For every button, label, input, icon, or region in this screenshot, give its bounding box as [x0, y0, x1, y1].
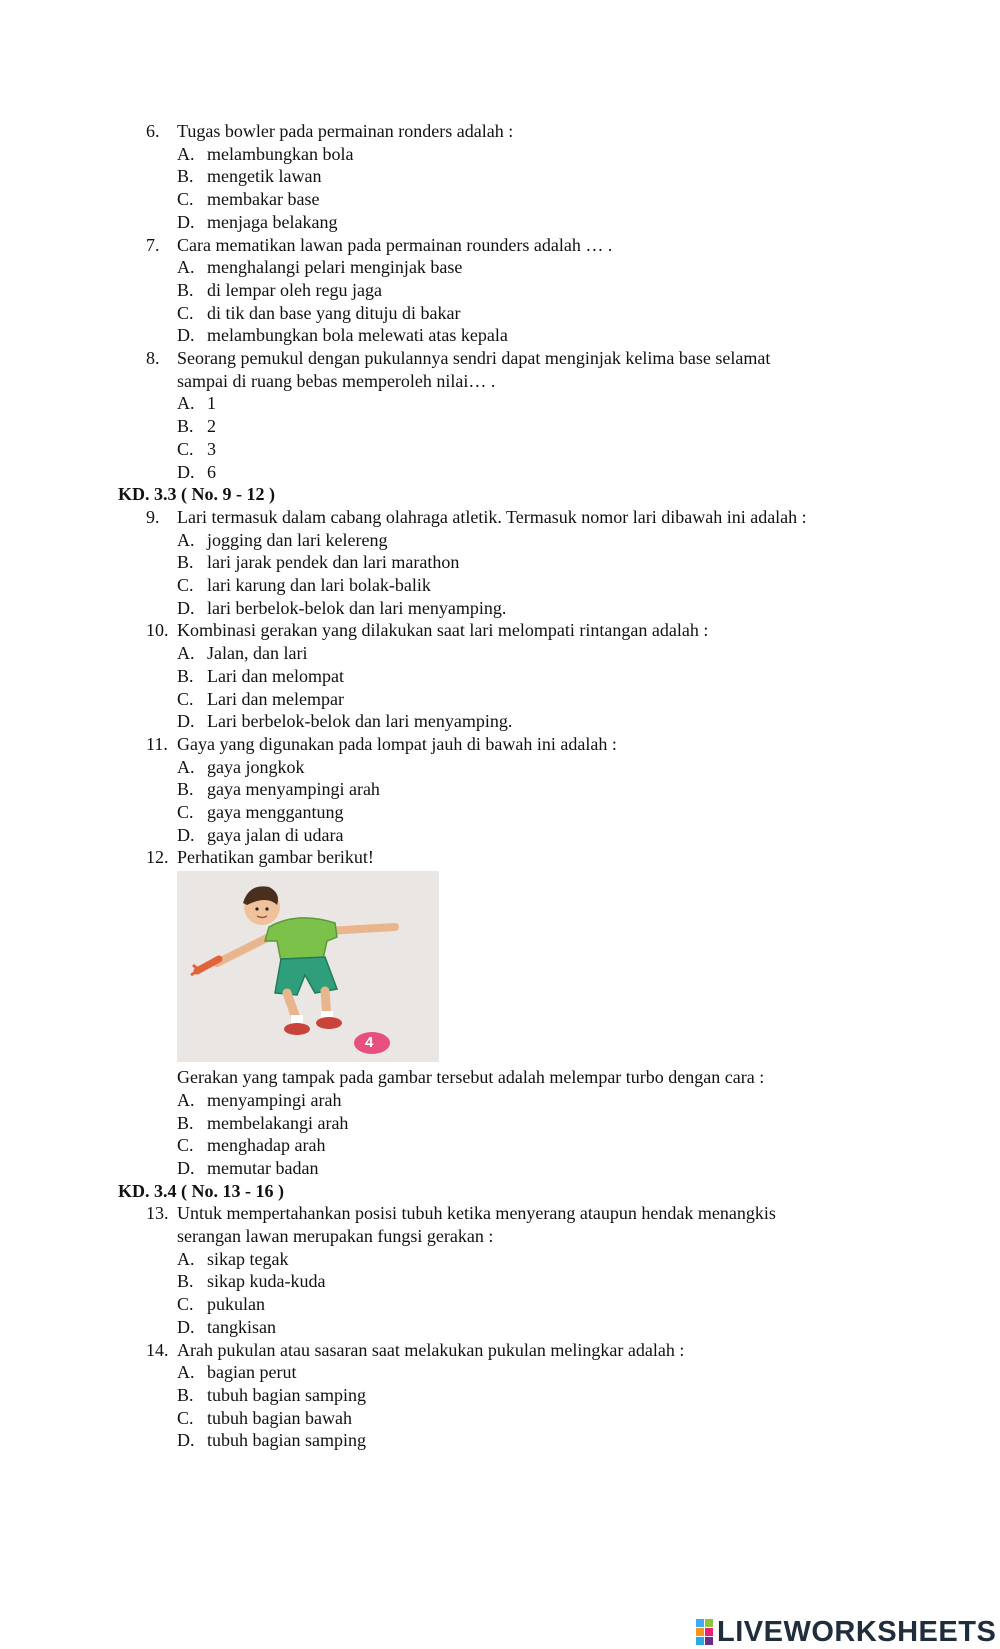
- option-letter: D.: [177, 1316, 195, 1337]
- option-text: pukulan: [207, 1294, 265, 1315]
- answer-option: [0, 1134, 1000, 1156]
- option-text: bagian perut: [207, 1362, 297, 1383]
- liveworksheets-logo: [696, 1617, 996, 1647]
- option-letter: A.: [177, 257, 195, 278]
- question-text: Perhatikan gambar berikut!: [177, 847, 374, 868]
- option-text: melambungkan bola: [207, 143, 354, 164]
- answer-option: [0, 1112, 1000, 1134]
- option-text: membelakangi arah: [207, 1112, 349, 1133]
- option-letter: D.: [177, 711, 195, 732]
- answer-option: [0, 1089, 1000, 1111]
- option-text: lari berbelok-belok dan lari menyamping.: [207, 597, 507, 618]
- answer-option: [0, 710, 1000, 732]
- option-letter: C.: [177, 189, 194, 210]
- option-letter: A.: [177, 1248, 195, 1269]
- logo-mark-icon: [696, 1619, 713, 1645]
- question-number: 7.: [146, 234, 160, 255]
- answer-option: [0, 665, 1000, 687]
- question-text: Kombinasi gerakan yang dilakukan saat lari melompati rintangan adalah :: [177, 620, 709, 641]
- option-letter: D.: [177, 461, 195, 482]
- question-text: Seorang pemukul dengan pukulannya sendri dapat menginjak kelima base selamat: [177, 348, 771, 368]
- figure-badge-number: 4: [365, 1034, 374, 1052]
- answer-option: [0, 211, 1000, 233]
- option-letter: A.: [177, 529, 195, 550]
- answer-option: [0, 279, 1000, 301]
- question-line: [0, 1202, 1000, 1224]
- answer-option: [0, 415, 1000, 437]
- option-text: lari karung dan lari bolak-balik: [207, 575, 431, 595]
- option-letter: C.: [177, 1135, 194, 1156]
- answer-option: [0, 1293, 1000, 1315]
- answer-option: [0, 551, 1000, 573]
- answer-option: [0, 1429, 1000, 1451]
- option-text: 1: [207, 393, 216, 414]
- question-number: 12.: [146, 847, 169, 868]
- option-text: di tik dan base yang dituju di bakar: [207, 302, 461, 323]
- option-letter: B.: [177, 779, 194, 800]
- question-number: 10.: [146, 620, 169, 641]
- option-text: Lari dan melompat: [207, 665, 344, 686]
- answer-option: [0, 1270, 1000, 1292]
- option-letter: A.: [177, 1362, 195, 1383]
- option-text: gaya jongkok: [207, 756, 305, 777]
- answer-option: [0, 824, 1000, 846]
- question-line: [0, 846, 1000, 868]
- option-text: Lari berbelok-belok dan lari menyamping.: [207, 711, 513, 732]
- option-text: menghalangi pelari menginjak base: [207, 257, 463, 278]
- option-letter: B.: [177, 552, 194, 573]
- answer-option: [0, 438, 1000, 460]
- answer-option: [0, 324, 1000, 346]
- option-letter: C.: [177, 302, 194, 323]
- question-text: sampai di ruang bebas memperoleh nilai… .: [177, 370, 496, 391]
- option-text: tangkisan: [207, 1316, 276, 1337]
- answer-option: [0, 1407, 1000, 1429]
- question-line: [0, 619, 1000, 641]
- question-number: 8.: [146, 348, 160, 368]
- section-heading-line: [0, 483, 1000, 505]
- option-text: tubuh bagian samping: [207, 1430, 366, 1451]
- option-letter: C.: [177, 1294, 194, 1315]
- option-letter: C.: [177, 1407, 194, 1428]
- option-letter: B.: [177, 279, 194, 300]
- option-letter: A.: [177, 143, 195, 164]
- question-line: [0, 1225, 1000, 1247]
- option-letter: B.: [177, 1271, 194, 1292]
- boy-throwing-turbo-illustration: [177, 871, 439, 1062]
- question-text: Tugas bowler pada permainan ronders adalah :: [177, 121, 514, 141]
- question-line: [0, 506, 1000, 528]
- option-letter: B.: [177, 665, 194, 686]
- option-text: sikap tegak: [207, 1248, 289, 1269]
- option-text: memutar badan: [207, 1157, 319, 1178]
- answer-option: [0, 256, 1000, 278]
- option-letter: B.: [177, 166, 194, 187]
- answer-option: [0, 756, 1000, 778]
- question-text: Arah pukulan atau sasaran saat melakukan pukulan melingkar adalah :: [177, 1339, 685, 1360]
- question-number: 11.: [146, 733, 168, 754]
- option-text: gaya jalan di udara: [207, 824, 344, 845]
- question-line: [0, 347, 1000, 369]
- answer-option: [0, 778, 1000, 800]
- question-text: Untuk mempertahankan posisi tubuh ketika menyerang ataupun hendak menangkis: [177, 1203, 776, 1224]
- option-letter: B.: [177, 416, 194, 437]
- logo-text: LIVEWORKSHEETS: [717, 1615, 997, 1648]
- option-letter: B.: [177, 1384, 194, 1405]
- answer-option: [0, 302, 1000, 324]
- question-line: [0, 1066, 1000, 1088]
- option-text: menyampingi arah: [207, 1089, 342, 1110]
- section-heading: KD. 3.4 ( No. 13 - 16 ): [118, 1180, 284, 1201]
- option-text: membakar base: [207, 189, 320, 210]
- option-text: 3: [207, 438, 216, 459]
- option-text: di lempar oleh regu jaga: [207, 279, 382, 300]
- answer-option: [0, 1316, 1000, 1338]
- option-letter: A.: [177, 643, 195, 664]
- answer-option: [0, 392, 1000, 414]
- option-text: melambungkan bola melewati atas kepala: [207, 325, 508, 346]
- question-number: 6.: [146, 121, 160, 141]
- question-text: Cara mematikan lawan pada permainan rounders adalah … .: [177, 234, 613, 255]
- option-text: jogging dan lari kelereng: [207, 529, 388, 550]
- answer-option: [0, 801, 1000, 823]
- question-text: Lari termasuk dalam cabang olahraga atletik. Termasuk nomor lari dibawah ini adalah :: [177, 506, 807, 527]
- option-letter: A.: [177, 1089, 195, 1110]
- section-heading: KD. 3.3 ( No. 9 - 12 ): [118, 484, 275, 505]
- question-number: 13.: [146, 1203, 169, 1224]
- answer-option: [0, 597, 1000, 619]
- answer-option: [0, 642, 1000, 664]
- answer-option: [0, 688, 1000, 710]
- answer-option: [0, 1384, 1000, 1406]
- option-text: tubuh bagian samping: [207, 1384, 366, 1405]
- option-letter: D.: [177, 597, 195, 618]
- option-letter: D.: [177, 325, 195, 346]
- question-number: 14.: [146, 1339, 169, 1360]
- option-text: lari jarak pendek dan lari marathon: [207, 552, 460, 573]
- section-heading-line: [0, 1180, 1000, 1202]
- option-letter: D.: [177, 211, 195, 232]
- option-text: gaya menyampingi arah: [207, 779, 380, 800]
- option-letter: D.: [177, 1157, 195, 1178]
- option-letter: B.: [177, 1112, 194, 1133]
- question-line: [0, 733, 1000, 755]
- option-text: 6: [207, 461, 216, 482]
- question-figure-image: [177, 871, 439, 1062]
- option-text: tubuh bagian bawah: [207, 1407, 352, 1428]
- option-text: menghadap arah: [207, 1135, 326, 1156]
- option-letter: C.: [177, 438, 194, 459]
- question-line: [0, 1339, 1000, 1361]
- question-text: Gerakan yang tampak pada gambar tersebut adalah melempar turbo dengan cara :: [177, 1067, 765, 1088]
- question-line: [0, 234, 1000, 256]
- answer-option: [0, 461, 1000, 483]
- option-text: sikap kuda-kuda: [207, 1271, 326, 1292]
- answer-option: [0, 165, 1000, 187]
- question-number: 9.: [146, 506, 160, 527]
- answer-option: [0, 1361, 1000, 1383]
- option-letter: D.: [177, 1430, 195, 1451]
- option-text: Jalan, dan lari: [207, 643, 308, 664]
- option-text: gaya menggantung: [207, 802, 344, 822]
- option-letter: C.: [177, 688, 194, 709]
- answer-option: [0, 1248, 1000, 1270]
- question-line: [0, 370, 1000, 392]
- option-letter: A.: [177, 756, 195, 777]
- option-text: 2: [207, 416, 216, 437]
- option-letter: C.: [177, 802, 194, 822]
- option-text: mengetik lawan: [207, 166, 322, 187]
- answer-option: [0, 143, 1000, 165]
- question-text: serangan lawan merupakan fungsi gerakan :: [177, 1226, 494, 1246]
- option-letter: A.: [177, 393, 195, 414]
- option-letter: D.: [177, 824, 195, 845]
- answer-option: [0, 529, 1000, 551]
- answer-option: [0, 1157, 1000, 1179]
- question-text: Gaya yang digunakan pada lompat jauh di bawah ini adalah :: [177, 733, 617, 754]
- option-text: Lari dan melempar: [207, 688, 344, 709]
- question-line: [0, 120, 1000, 142]
- option-text: menjaga belakang: [207, 211, 338, 232]
- option-letter: C.: [177, 575, 194, 595]
- answer-option: [0, 188, 1000, 210]
- answer-option: [0, 574, 1000, 596]
